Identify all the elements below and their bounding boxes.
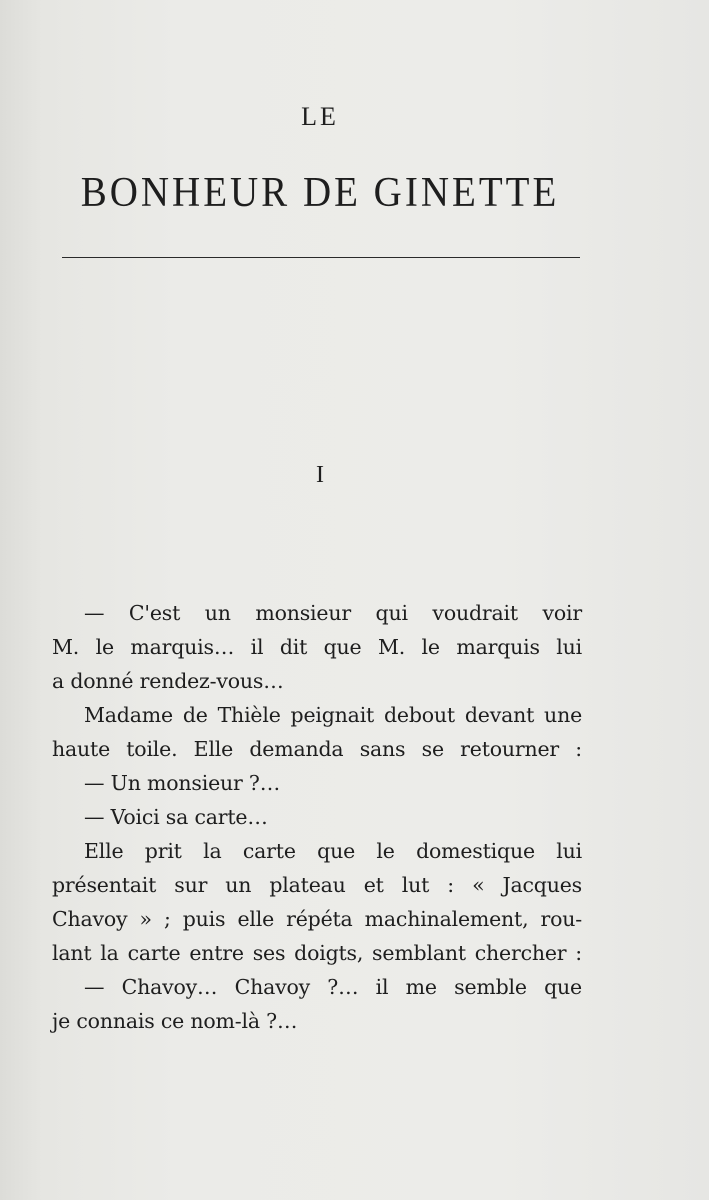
text-line-5: haute toile. Elle demanda sans se retourner :: [52, 737, 582, 761]
text-line-4: Madame de Thièle peignait debout devant une: [84, 703, 582, 727]
text-line-7: — Voici sa carte…: [84, 805, 268, 829]
title-rule-divider: [62, 257, 580, 258]
text-line-11: lant la carte entre ses doigts, semblant chercher :: [52, 941, 582, 965]
text-line-8: Elle prit la carte que le domestique lui: [84, 839, 582, 863]
chapter-text: [52, 596, 582, 1038]
text-line-2: M. le marquis… il dit que M. le marquis lui: [52, 635, 582, 659]
text-line-6: — Un monsieur ?…: [84, 771, 281, 795]
text-line-13: je connais ce nom-là ?…: [52, 1009, 298, 1033]
text-line-1: — C'est un monsieur qui voudrait voir: [84, 601, 582, 625]
book-title: BONHEUR DE GINETTE: [80, 169, 560, 216]
text-line-10: Chavoy » ; puis elle répéta machinalement, rou-: [52, 907, 582, 931]
text-line-12: — Chavoy… Chavoy ?… il me semble que: [84, 975, 582, 999]
text-line-3: a donné rendez-vous…: [52, 669, 284, 693]
title-line-1: LE: [301, 102, 339, 131]
chapter-number: I: [316, 462, 324, 488]
text-line-9: présentait sur un plateau et lut : « Jacques: [52, 873, 582, 897]
